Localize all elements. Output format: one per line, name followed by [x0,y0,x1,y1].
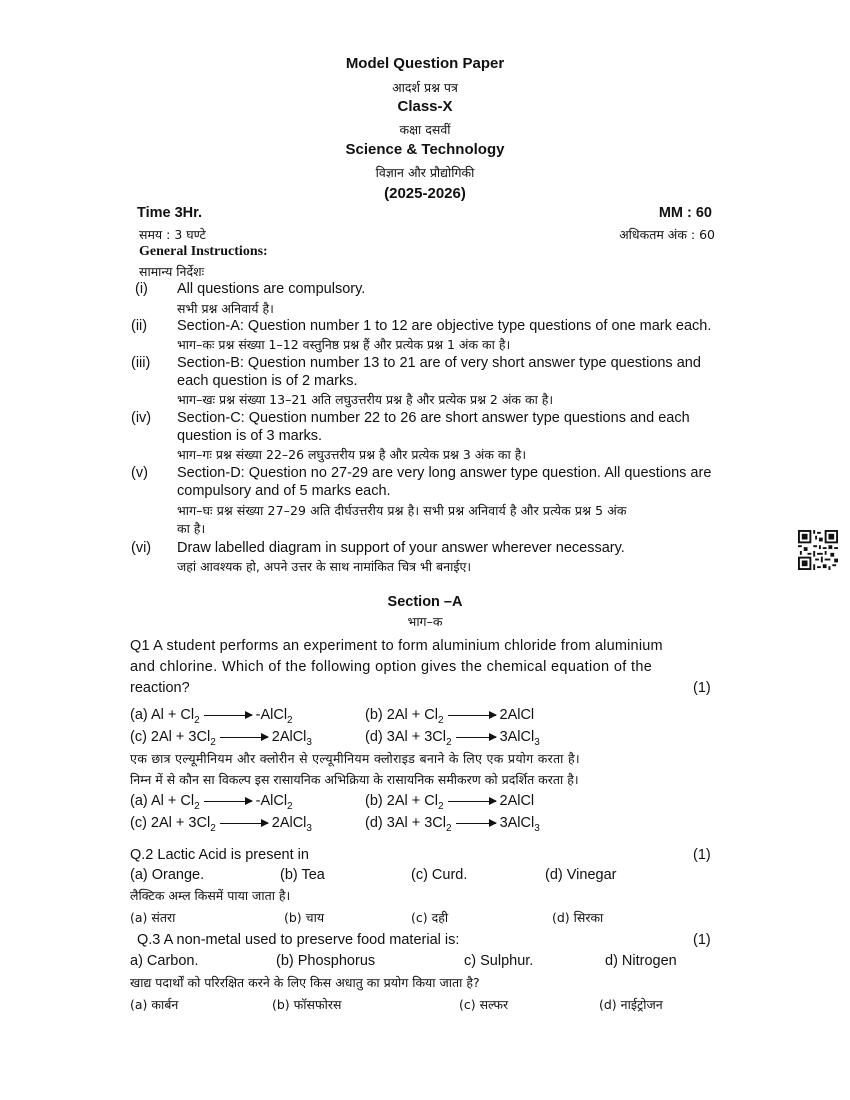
question-3-text-hindi: खाद्य पदार्थों को परिरक्षित करने के लिए किस अधातु का प्रयोग किया जाता है? [130,975,480,990]
instruction-text: question is of 3 marks. [177,428,323,444]
class-title: Class-X [397,98,453,115]
class-title-hindi: कक्षा दसवीं [399,122,451,137]
instruction-number: (i) [135,281,148,297]
option-d: d) Nitrogen [605,953,677,969]
max-marks-hindi: अधिकतम अंक : 60 [619,227,715,242]
option-b-hindi: (b) चाय [284,910,325,925]
option-c-hindi: (c) सल्फर [459,997,509,1012]
question-3-text: Q.3 A non-metal used to preserve food material is: [137,932,460,948]
instruction-text-hindi: का है। [177,521,206,536]
qr-code-icon [798,530,838,570]
max-marks: MM : 60 [658,205,712,221]
option-a: a) Carbon. [130,953,199,969]
section-title-hindi: भाग–क [407,614,443,629]
question-2-text-hindi: लैक्टिक अम्ल किसमें पाया जाता है। [130,888,291,903]
time-label: Time 3Hr. [137,205,203,221]
option-c: (c) $2Al + 3Cl_2$ 2AlCl$_3$ [130,815,312,834]
paper-title-hindi: आदर्श प्रश्न पत्र [392,80,458,95]
instruction-text-hindi: सभी प्रश्न अनिवार्य है। [177,301,274,316]
option-b: (b) Phosphorus [276,953,376,969]
question-1-marks: (1) [693,680,711,696]
instruction-text: Section-A: Question number 1 to 12 are objective type questions of one mark each. [177,318,712,334]
question-2-marks: (1) [693,847,711,863]
subject-title: Science & Technology [345,141,505,158]
question-1-text-hindi: एक छात्र एल्यूमीनियम और क्लोरीन से एल्यूमीनियम क्लोराइड बनाने के लिए एक प्रयोग करता है। [130,751,580,766]
instruction-text: Draw labelled diagram in support of your answer wherever necessary. [177,540,625,556]
option-b: (b) Tea [280,867,325,883]
option-a-hindi: (a) कार्बन [130,997,179,1012]
option-d: (d) $3Al + 3Cl_2$ 3AlCl$_3$ [365,815,540,834]
instruction-text: compulsory and of 5 marks each. [177,483,391,499]
time-label-hindi: समय : 3 घण्टे [139,227,206,242]
instruction-text: Section-C: Question number 22 to 26 are short answer type questions and each [177,410,690,426]
instructions-heading-hindi: सामान्य निर्देशः [139,264,205,279]
instruction-number: (vi) [131,540,152,556]
question-2-text: Q.2 Lactic Acid is present in [130,847,309,863]
option-a: (a) Orange. [130,867,205,883]
question-1-text: Q1 A student performs an experiment to form aluminium chloride from aluminium [130,638,663,654]
instruction-number: (v) [131,465,148,481]
instruction-number: (ii) [131,318,148,334]
instruction-text-hindi: भाग–गः प्रश्न संख्या 22–26 लघुउत्तरीय प्रश्न है और प्रत्येक प्रश्न 3 अंक का है। [177,447,527,462]
instruction-text: All questions are compulsory. [177,281,366,297]
session-year: (2025-2026) [384,185,466,202]
question-1-text: reaction? [130,680,190,696]
instruction-number: (iv) [131,410,152,426]
option-d-hindi: (d) सिरका [552,910,604,925]
option-b: (b) $2Al + Cl_2$ 2AlCl [365,707,535,726]
question-1-text: and chlorine. Which of the following option gives the chemical equation of the [130,659,653,675]
option-c: c) Sulphur. [464,953,534,969]
instructions-heading: General Instructions: [139,244,268,259]
instruction-text-hindi: भाग–घः प्रश्न संख्या 27–29 अति दीर्घउत्तरीय प्रश्न है। सभी प्रश्न अनिवार्य है और प्रत्येक प्रश्न 5 अंक [177,503,627,518]
option-b-hindi: (b) फॉसफोरस [272,997,342,1012]
instruction-number: (iii) [131,355,151,371]
instruction-text-hindi: भाग–कः प्रश्न संख्या 1–12 वस्तुनिष्ठ प्रश्न हैं और प्रत्येक प्रश्न 1 अंक का है। [177,337,511,352]
subject-title-hindi: विज्ञान और प्रौद्योगिकी [375,165,475,180]
instruction-text: Section-D: Question no 27-29 are very long answer type question. All questions are [177,465,712,481]
question-1-text-hindi: निम्न में से कौन सा विकल्प इस रासायनिक अभिक्रिया के रासायनिक समीकरण को प्रदर्शित करता है। [130,772,579,787]
instruction-text-hindi: भाग–खः प्रश्न संख्या 13–21 अति लघुउत्तरीय प्रश्न है और प्रत्येक प्रश्न 2 अंक का है। [177,392,554,407]
option-d: (d) $3Al + 3Cl_2$ 3AlCl$_3$ [365,729,540,748]
option-d-hindi: (d) नाईट्रोजन [599,997,663,1012]
section-title: Section –A [387,594,463,610]
instruction-text-hindi: जहां आवश्यक हो, अपने उत्तर के साथ नामांकित चित्र भी बनाईए। [177,559,472,574]
option-c: (c) $2Al + 3Cl_2$ 2AlCl$_3$ [130,729,312,748]
question-3-marks: (1) [693,932,711,948]
option-d: (d) Vinegar [545,867,617,883]
option-c-hindi: (c) दही [411,910,449,925]
option-b: (b) $2Al + Cl_2$ 2AlCl [365,793,535,812]
option-a: (a) $Al + Cl_2$ -AlCl$_2$ [130,793,293,812]
option-a: (a) $Al + Cl_2$ -AlCl$_2$ [130,707,293,726]
paper-title: Model Question Paper [345,55,505,72]
option-a-hindi: (a) संतरा [130,910,176,925]
instruction-text: Section-B: Question number 13 to 21 are of very short answer type questions and [177,355,701,371]
instruction-text: each question is of 2 marks. [177,373,358,389]
option-c: (c) Curd. [411,867,468,883]
